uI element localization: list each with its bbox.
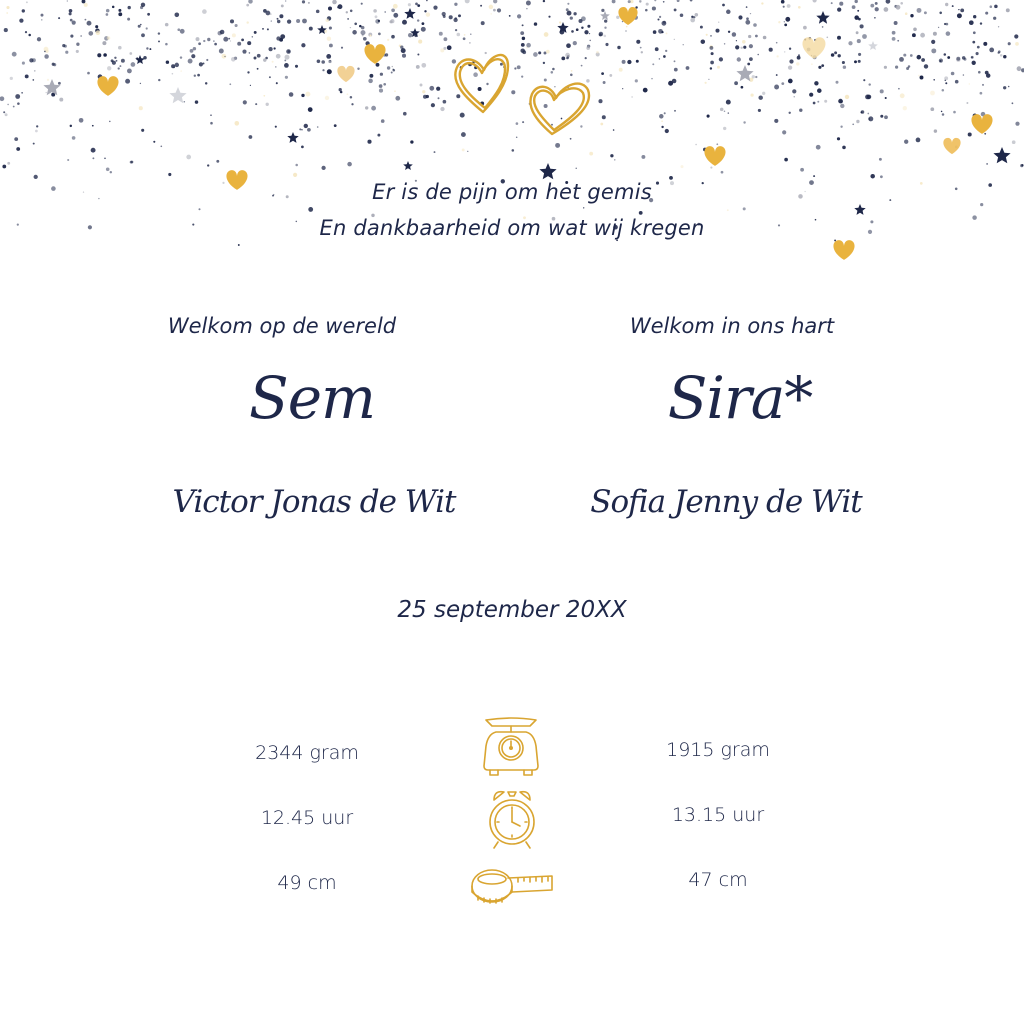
confetti-header	[0, 0, 1024, 300]
right-full-name: Sofia Jenny de Wit	[590, 484, 862, 520]
right-welcome-text: Welkom in ons hart	[629, 314, 835, 338]
left-nickname: Sem	[248, 364, 376, 432]
baby-scale-icon	[478, 714, 544, 778]
left-length: 49 cm	[277, 872, 337, 894]
right-nickname: Sira*	[667, 364, 813, 432]
left-welcome-text: Welkom op de wereld	[167, 314, 397, 338]
right-weight: 1915 gram	[666, 739, 770, 761]
quote-line-2: En dankbaarheid om wat wij kregen	[319, 216, 705, 240]
left-weight: 2344 gram	[255, 742, 359, 764]
alarm-clock-icon	[484, 786, 540, 850]
right-time: 13.15 uur	[671, 804, 765, 826]
measuring-tape-icon	[468, 866, 558, 906]
left-time: 12.45 uur	[260, 807, 354, 829]
right-length: 47 cm	[688, 869, 748, 891]
birth-date: 25 september 20XX	[397, 597, 627, 623]
left-full-name: Victor Jonas de Wit	[172, 484, 456, 520]
quote-line-1: Er is de pijn om het gemis	[372, 180, 652, 204]
confetti-dots	[0, 0, 1024, 246]
